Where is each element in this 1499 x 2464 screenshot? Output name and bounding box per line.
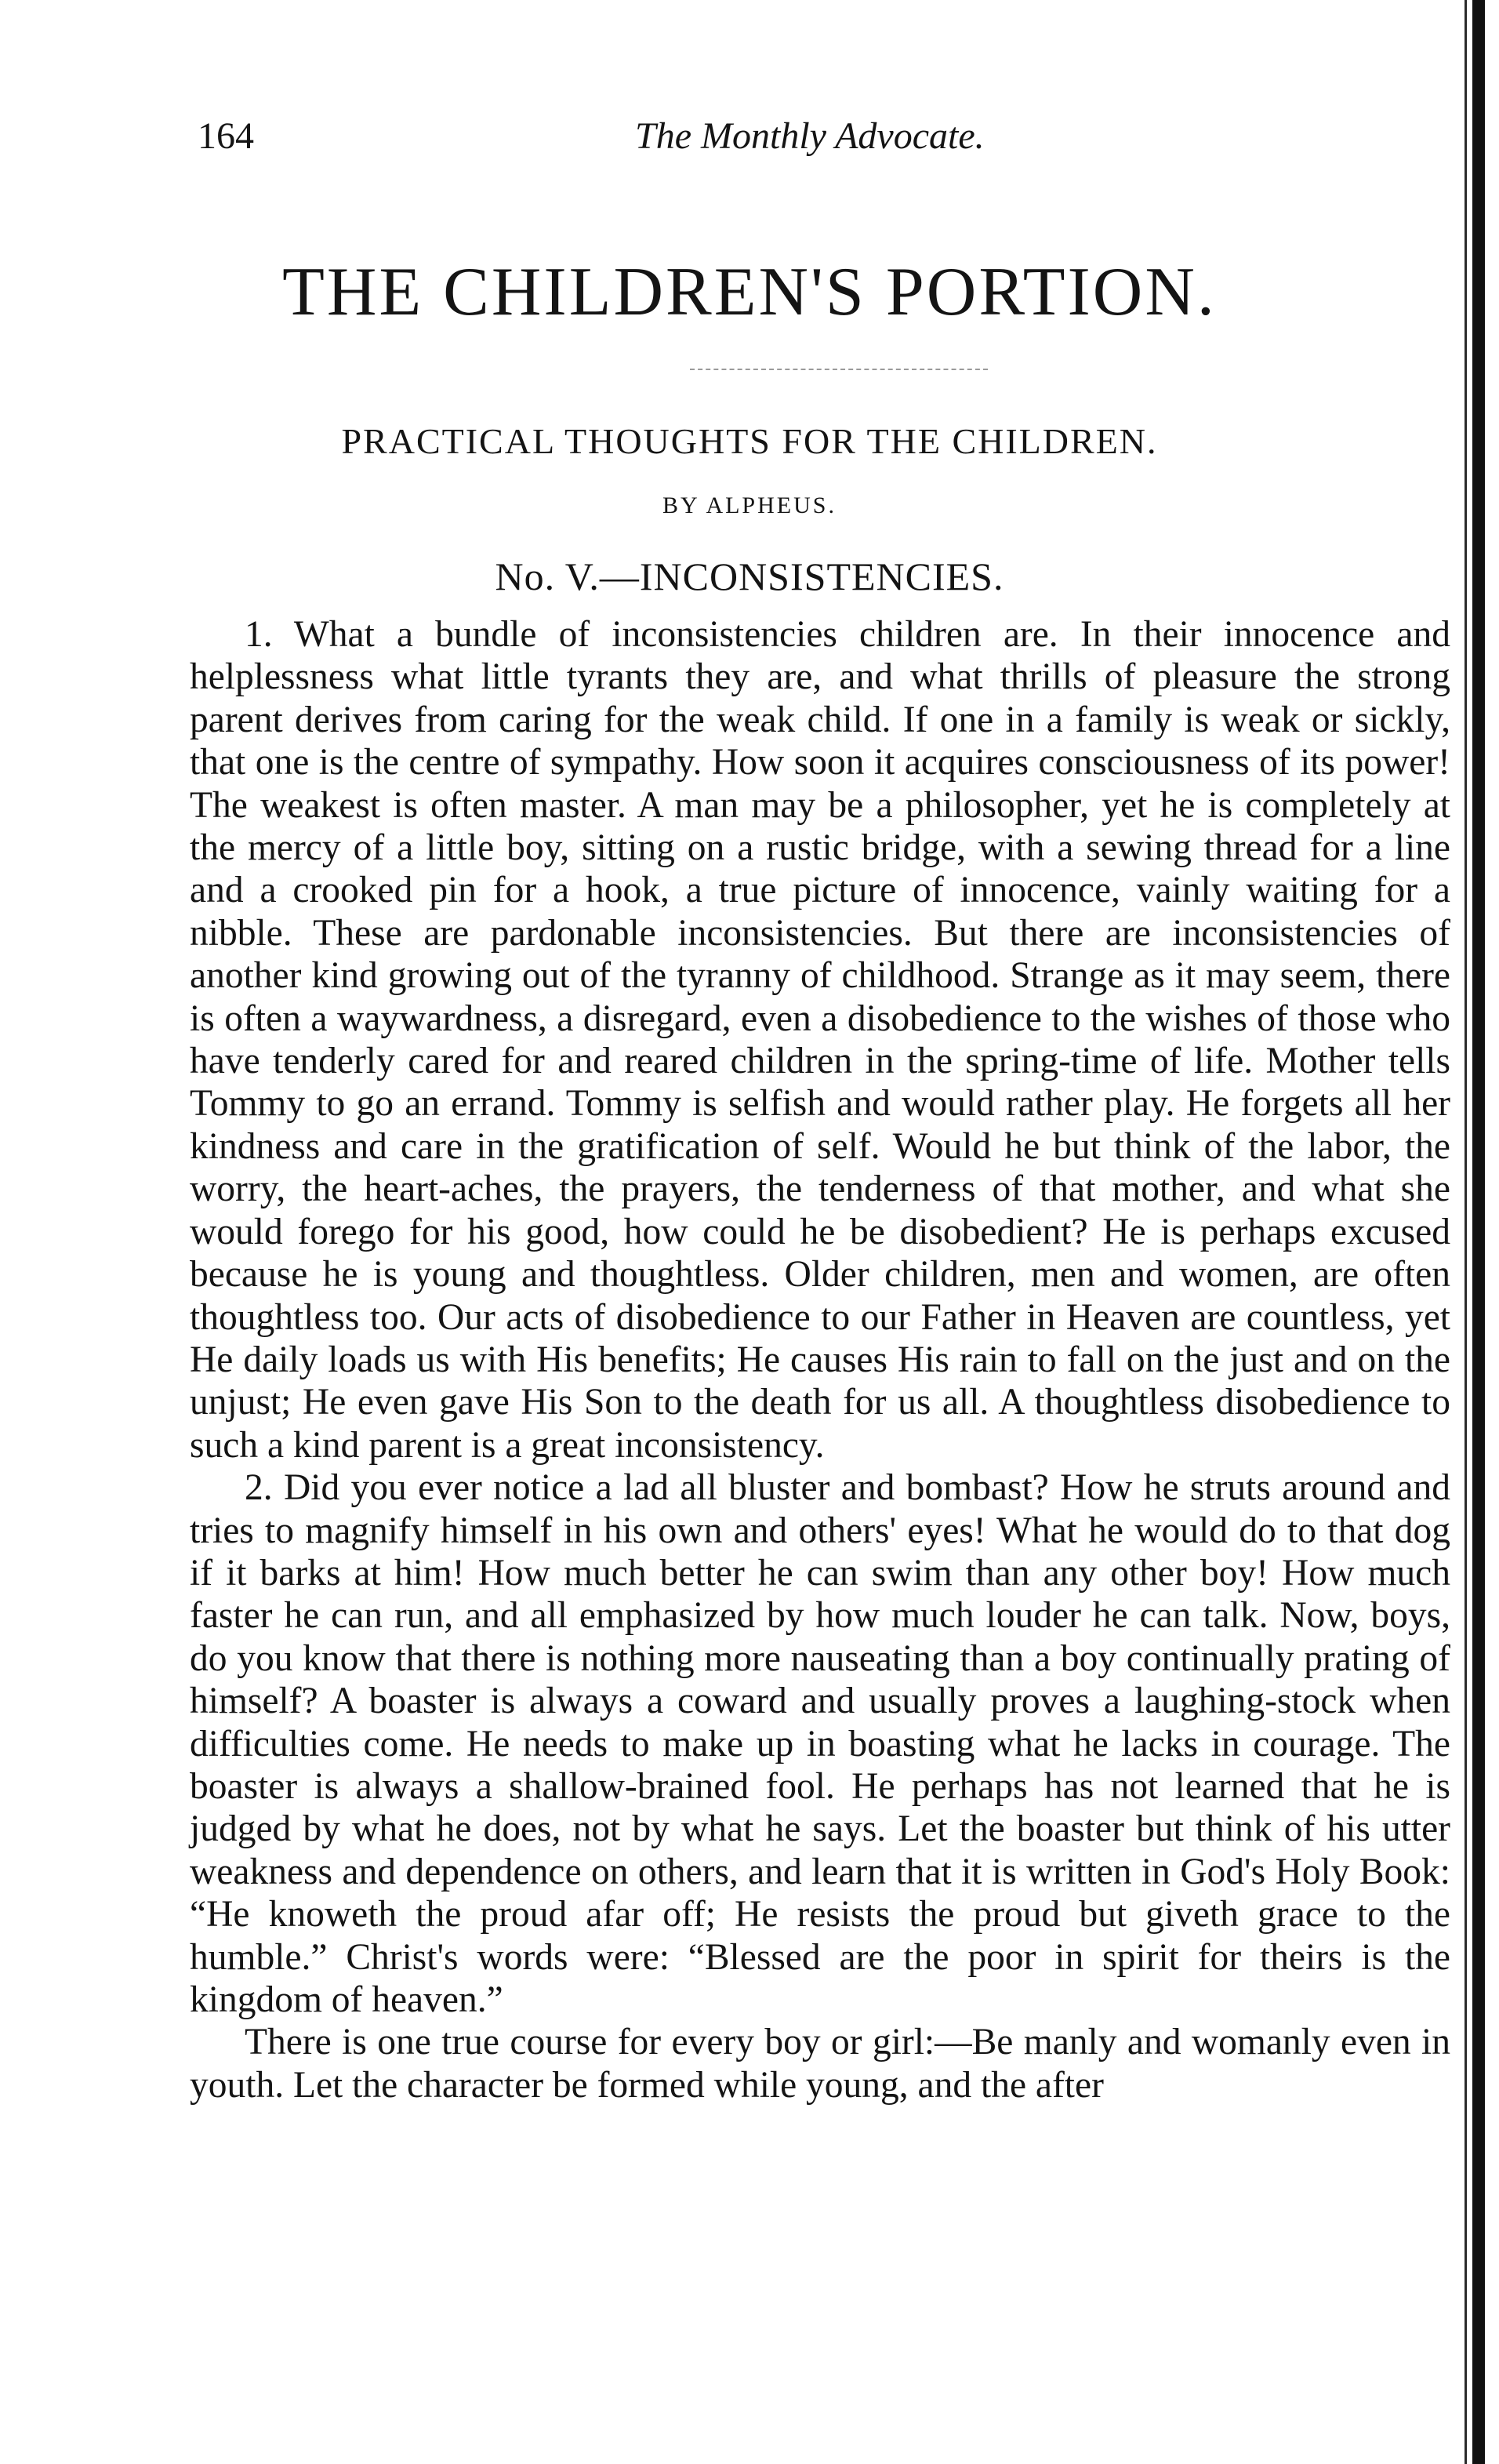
page-binding-shadow bbox=[1465, 0, 1467, 2464]
article-subtitle: No. V.—INCONSISTENCIES. bbox=[495, 554, 1004, 598]
article-body bbox=[190, 613, 1450, 2106]
section-divider bbox=[690, 369, 988, 370]
journal-title: The Monthly Advocate. bbox=[635, 115, 985, 157]
running-header bbox=[0, 114, 1499, 169]
article-byline: BY ALPHEUS. bbox=[662, 492, 837, 518]
paragraph-1: 1. What a bundle of inconsistencies children are. In their innocence and helplessness what little tyrants they are, and what thrills of pleasure the strong parent derives from caring for the weak child. If one in a family is weak or sickly, that one is the centre of sympathy. How soon it acquires consciousness of its power! The weakest is often master. A man may be a philosopher, yet he is completely at the mercy of a little boy, sitting on a rustic bridge, with a sewing thread for a line and a crooked pin for a hook, a true picture of innocence, vainly waiting for a nibble. These are pardonable inconsistencies. But there are inconsistencies of another kind growing out of the tyranny of childhood. Strange as it may seem, there is often a waywardness, a disregard, even a disobedience to the wishes of those who have tenderly cared for and reared children in the spring-time of life. Mother tells Tommy to go an errand. Tommy is selfish and would rather play. He forgets all her kindness and care in the gratification of self. Would he but think of the labor, the worry, the heart-aches, the prayers, the tenderness of that mother, and what she would forego for his good, how could he be disobedient? He is perhaps excused because he is young and thoughtless. Older children, men and women, are often thoughtless too. Our acts of disobedience to our Father in Heaven are countless, yet He daily loads us with His benefits; He causes His rain to fall on the just and on the unjust; He even gave His Son to the death for us all. A thoughtless disobedience to such a kind parent is a great inconsistency. bbox=[190, 614, 1450, 1466]
article-title: PRACTICAL THOUGHTS FOR THE CHILDREN. bbox=[341, 421, 1158, 461]
paragraph-2: 2. Did you ever notice a lad all bluster and bombast? How he struts around and tries to magnify himself in his own and others' eyes! What he would do to that dog if it barks at him! How much better he can swim than any other boy! How much faster he can run, and all emphasized by how much louder he can talk. Now, boys, do you know that there is nothing more nauseating than a boy continually prating of himself? A boaster is always a coward and usually proves a laughing-stock when difficulties come. He needs to make up in boasting what he lacks in courage. The boaster is always a shallow-brained fool. He perhaps has not learned that he is judged by what he does, not by what he says. Let the boaster but think of his utter weakness and dependence on others, and learn that it is written in God's Holy Book: “He knoweth the proud afar off; He resists the proud but giveth grace to the humble.” Christ's words were: “Blessed are the poor in spirit for theirs is the kingdom of heaven.” bbox=[190, 1467, 1450, 2020]
page-number: 164 bbox=[198, 115, 254, 157]
section-title: THE CHILDREN'S PORTION. bbox=[282, 254, 1217, 330]
paragraph-3: There is one true course for every boy or girl:—Be manly and womanly even in youth. Let the character be formed while young, and the after bbox=[190, 2022, 1450, 2106]
page-binding-edge bbox=[1472, 0, 1485, 2464]
